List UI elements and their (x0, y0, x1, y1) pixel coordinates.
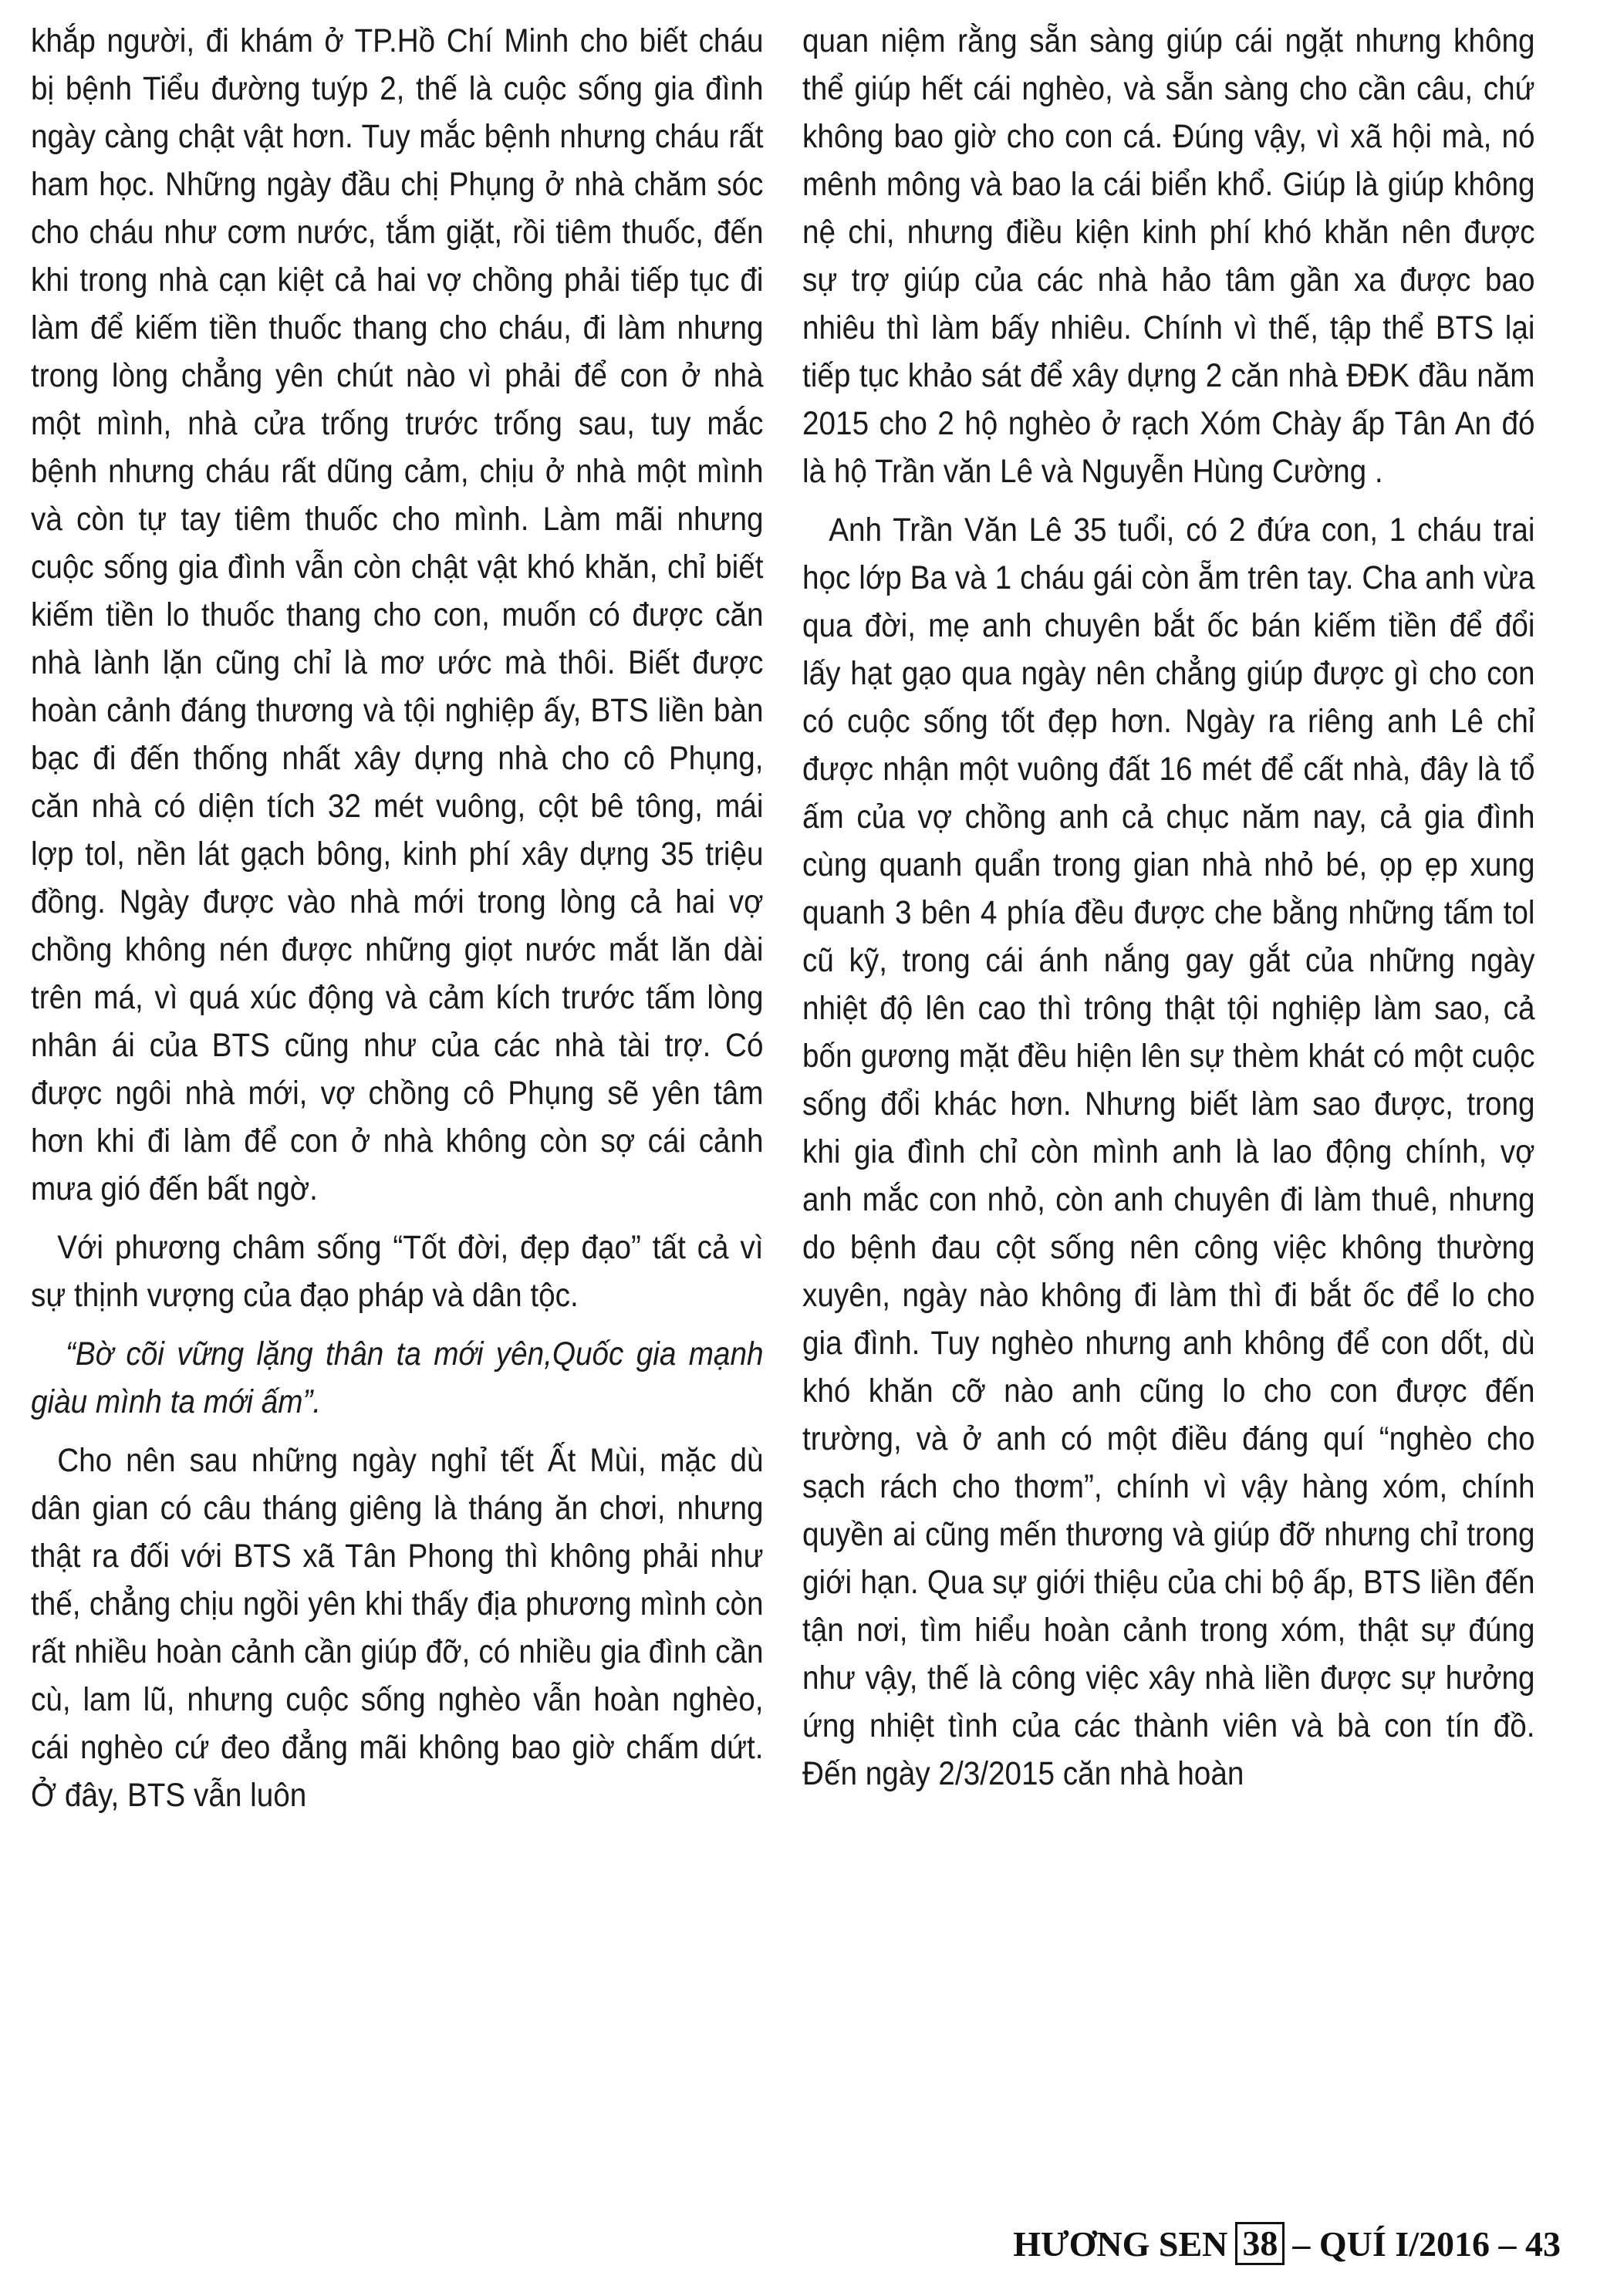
right-column (802, 17, 1535, 1808)
left-column (31, 17, 764, 1830)
page-footer (1013, 2222, 1561, 2265)
paragraph: Anh Trần Văn Lê 35 tuổi, có 2 đứa con, 1 cháu trai học lớp Ba và 1 cháu gái còn ẵm trên tay. Cha anh vừa qua đời, mẹ anh chuyên bắt ốc bán kiếm tiền để đổi lấy hạt gạo qua ngày nên chẳng giúp được gì cho con có cuộc sống tốt đẹp hơn. Ngày ra riêng anh Lê chỉ được nhận một vuông đất 16 mét để cất nhà, đây là tổ ấm của vợ chồng anh cả chục năm nay, cả gia đình cùng quanh quẩn trong gian nhà nhỏ bé, ọp ẹp xung quanh 3 bên 4 phía đều được che bằng những tấm tol cũ kỹ, trong cái ánh nắng gay gắt của những ngày nhiệt độ lên cao thì trông thật tội nghiệp làm sao, cả bốn gương mặt đều hiện lên sự thèm khát có một cuộc sống đổi khác hơn. Nhưng biết làm sao được, trong khi gia đình chỉ còn mình anh là lao động chính, vợ anh mắc con nhỏ, còn anh chuyên đi làm thuê, nhưng do bệnh đau cột sống nên công việc không thường xuyên, ngày nào không đi làm thì đi bắt ốc để lo cho gia đình. Tuy nghèo nhưng anh không để con dốt, dù khó khăn cỡ nào anh cũng lo cho con được đến trường, và ở anh có một điều đáng quí “nghèo cho sạch rách cho thơm”, chính vì vậy hàng xóm, chính quyền ai cũng mến thương và giúp đỡ nhưng chỉ trong giới hạn. Qua sự giới thiệu của chi bộ ấp, BTS liền đến tận nơi, tìm hiểu hoàn cảnh trong xóm, thật sự đúng như vậy, thế là công việc xây nhà liền được sự hưởng ứng nhiệt tình của các thành viên và bà con tín đồ. Đến ngày 2/3/2015 căn nhà hoàn (802, 512, 1535, 1792)
paragraph: khắp người, đi khám ở TP.Hồ Chí Minh cho biết cháu bị bệnh Tiểu đường tuýp 2, thế là cuộc sống gia đình ngày càng chật vật hơn. Tuy mắc bệnh nhưng cháu rất ham học. Những ngày đầu chị Phụng ở nhà chăm sóc cho cháu như cơm nước, tắm giặt, rồi tiêm thuốc, đến khi trong nhà cạn kiệt cả hai vợ chồng phải tiếp tục đi làm để kiếm tiền thuốc thang cho cháu, đi làm nhưng trong lòng chẳng yên chút nào vì phải để con ở nhà một mình, nhà cửa trống trước trống sau, tuy mắc bệnh nhưng cháu rất dũng cảm, chịu ở nhà một mình và còn tự tay tiêm thuốc cho mình. Làm mãi nhưng cuộc sống gia đình vẫn còn chật vật khó khăn, chỉ biết kiếm tiền lo thuốc thang cho con, muốn có được căn nhà lành lặn cũng chỉ là mơ ước mà thôi. Biết được hoàn cảnh đáng thương và tội nghiệp ấy, BTS liền bàn bạc đi đến thống nhất xây dựng nhà cho cô Phụng, căn nhà có diện tích 32 mét vuông, cột bê tông, mái lợp tol, nền lát gạch bông, kinh phí xây dựng 35 triệu đồng. Ngày được vào nhà mới trong lòng cả hai vợ chồng không nén được những giọt nước mắt lăn dài trên má, vì quá xúc động và cảm kích trước tấm lòng nhân ái của BTS cũng như của các nhà tài trợ. Có được ngôi nhà mới, vợ chồng cô Phụng sẽ yên tâm hơn khi đi làm để con ở nhà không còn sợ cái cảnh mưa gió đến bất ngờ. (31, 22, 764, 1207)
paragraph: Cho nên sau những ngày nghỉ tết Ất Mùi, mặc dù dân gian có câu tháng giêng là tháng ăn chơi, nhưng thật ra đối với BTS xã Tân Phong thì không phải như thế, chẳng chịu ngồi yên khi thấy địa phương mình còn rất nhiều hoàn cảnh cần giúp đỡ, có nhiều gia đình cần cù, lam lũ, nhưng cuộc sống nghèo vẫn hoàn nghèo, cái nghèo cứ đeo đẳng mãi không bao giờ chấm dứt. Ở đây, BTS vẫn luôn (31, 1442, 764, 1814)
paragraph: quan niệm rằng sẵn sàng giúp cái ngặt nhưng không thể giúp hết cái nghèo, và sẵn sàng cho cần câu, chứ không bao giờ cho con cá. Đúng vậy, vì xã hội mà, nó mênh mông và bao la cái biển khổ. Giúp là giúp không nệ chi, nhưng điều kiện kinh phí khó khăn nên được sự trợ giúp của các nhà hảo tâm gần xa được bao nhiêu thì làm bấy nhiêu. Chính vì thế, tập thể BTS lại tiếp tục khảo sát để xây dựng 2 căn nhà ĐĐK đầu năm 2015 cho 2 hộ nghèo ở rạch Xóm Chày ấp Tân An đó là hộ Trần văn Lê và Nguyễn Hùng Cường . (802, 22, 1535, 490)
page-number: 38 (1235, 2222, 1285, 2265)
magazine-name: HƯƠNG SEN (1013, 2223, 1228, 2264)
quote-paragraph: “Bờ cõi vững lặng thân ta mới yên,Quốc gia mạnh giàu mình ta mới ấm”. (31, 1335, 764, 1420)
paragraph: Với phương châm sống “Tốt đời, đẹp đạo” tất cả vì sự thịnh vượng của đạo pháp và dân tộc. (31, 1229, 764, 1314)
issue-label: – QUÍ I/2016 – 43 (1292, 2223, 1561, 2264)
